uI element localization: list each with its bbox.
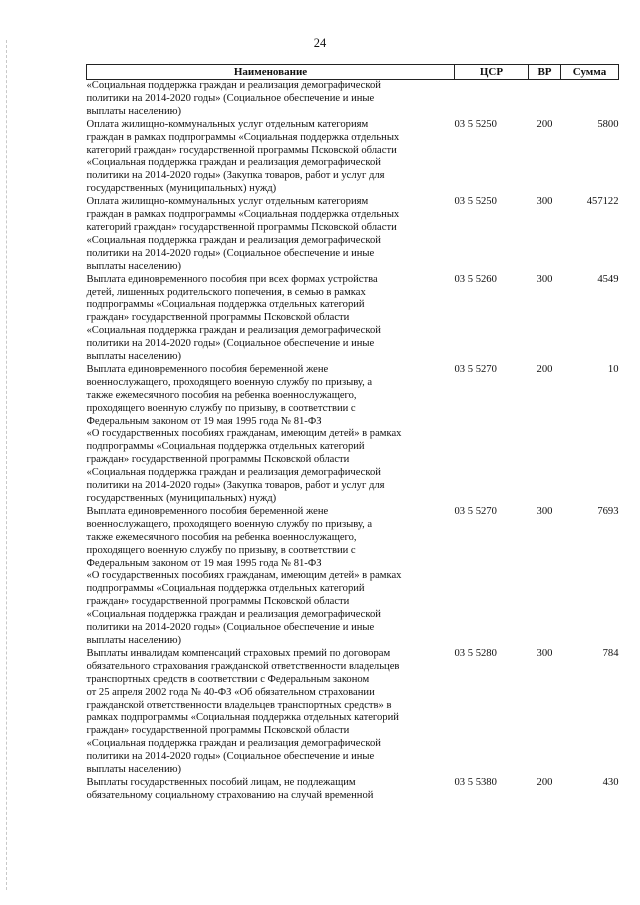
row-name-line: категорий граждан» государственной программы Псковской области [86, 221, 397, 233]
row-name-line: «Социальная поддержка граждан и реализация демографической [86, 80, 381, 91]
row-sum: 457122 [586, 196, 619, 208]
row-vr: 200 [536, 363, 553, 375]
row-name-line: Выплата единовременного пособия беременной жене [86, 505, 329, 517]
row-name-line: «Социальная поддержка граждан и реализация демографической [86, 738, 381, 750]
row-name-line: гражданской ответственности владельцев транспортных средств» в [86, 699, 392, 711]
row-name-line: Выплаты государственных пособий лицам, не подлежащим [86, 776, 356, 788]
row-csr: 03 5 5250 [454, 196, 497, 208]
row-name-cell [87, 119, 455, 196]
row-name-line: государственных (муниципальных) нужд) [86, 493, 277, 504]
row-name-line: Выплата единовременного пособия беременной жене [86, 363, 329, 375]
row-name-line: также ежемесячного пособия на ребенка военнослужащего, [86, 389, 357, 401]
row-name-cell [87, 364, 455, 506]
row-name-line: обязательного страхования гражданской ответственности владельцев [86, 660, 400, 672]
row-sum: 4549 [597, 273, 619, 285]
row-name-line: политики на 2014-2020 годы» (Социальное обеспечение и иные [86, 338, 375, 350]
row-name-line: детей, лишенных родительского попечения, в семью в рамках [86, 286, 366, 298]
row-sum: 784 [602, 647, 619, 659]
row-csr: 03 5 5380 [454, 776, 497, 788]
row-name-line: граждан в рамках подпрограммы «Социальная поддержка отдельных [86, 131, 400, 143]
row-vr: 300 [536, 273, 553, 285]
row-name-cell [87, 196, 455, 273]
row-name-line: выплаты населению) [86, 764, 182, 776]
header-name: Наименование [87, 65, 455, 80]
row-csr: 03 5 5280 [454, 647, 497, 659]
table-row [87, 777, 619, 803]
row-name-line: выплаты населению) [86, 260, 182, 272]
row-name-cell [87, 777, 455, 803]
row-name-line: военнослужащего, проходящего военную службу по призыву, а [86, 376, 373, 388]
row-name-line: «Социальная поддержка граждан и реализация демографической [86, 467, 381, 479]
row-name-line: Федеральным законом от 19 мая 1995 года № 81-ФЗ [86, 415, 322, 427]
row-name-line: Оплата жилищно-коммунальных услуг отдельным категориям [86, 196, 369, 208]
row-name-line: «О государственных пособиях гражданам, имеющим детей» в рамках [86, 428, 402, 440]
row-vr [529, 80, 561, 119]
row-name-line: «Социальная поддержка граждан и реализация демографической [86, 234, 381, 246]
row-sum: 430 [602, 776, 619, 788]
row-name-line: политики на 2014-2020 годы» (Социальное обеспечение и иные [86, 751, 375, 763]
row-name-line: «Социальная поддержка граждан и реализация демографической [86, 609, 381, 621]
row-name-line: от 25 апреля 2002 года № 40-ФЗ «Об обязательном страховании [86, 686, 375, 698]
row-name-line: также ежемесячного пособия на ребенка военнослужащего, [86, 531, 357, 543]
header-csr: ЦСР [455, 65, 529, 80]
row-name-line: граждан в рамках подпрограммы «Социальная поддержка отдельных [86, 209, 400, 221]
row-name-line: граждан» государственной программы Псковской области [86, 454, 350, 466]
table-body [87, 80, 619, 803]
row-sum: 5800 [597, 118, 619, 130]
row-vr: 300 [536, 505, 553, 517]
row-name-line: политики на 2014-2020 годы» (Социальное обеспечение и иные [86, 92, 375, 104]
row-name-line: рамках подпрограммы «Социальная поддержка отдельных категорий [86, 712, 399, 724]
table-row [87, 80, 619, 119]
row-name-cell [87, 506, 455, 648]
header-sum: Сумма [561, 65, 619, 80]
row-name-line: граждан» государственной программы Псковской области [86, 312, 350, 324]
table-row [87, 196, 619, 273]
row-name-line: обязательному социальному страхованию на случай временной [86, 789, 374, 801]
row-name-line: подпрограммы «Социальная поддержка отдельных категорий [86, 583, 365, 595]
row-csr [455, 80, 529, 119]
row-name-line: Оплата жилищно-коммунальных услуг отдельным категориям [86, 118, 369, 130]
row-sum: 7693 [597, 505, 619, 517]
row-name-line: Федеральным законом от 19 мая 1995 года № 81-ФЗ [86, 557, 322, 569]
row-name-line: Выплаты инвалидам компенсаций страховых премий по договорам [86, 647, 391, 659]
row-name-line: «Социальная поддержка граждан и реализация демографической [86, 325, 381, 337]
row-name-line: «Социальная поддержка граждан и реализация демографической [86, 157, 381, 169]
row-name-line: выплаты населению) [86, 634, 182, 646]
row-name-line: подпрограммы «Социальная поддержка отдельных категорий [86, 299, 365, 311]
row-name-line: выплаты населению) [86, 105, 182, 117]
row-csr: 03 5 5270 [454, 505, 497, 517]
table-row [87, 274, 619, 364]
row-name-line: политики на 2014-2020 годы» (Закупка товаров, работ и услуг для [86, 480, 385, 492]
row-name-line: проходящего военную службу по призыву, в соответствии с [86, 402, 356, 414]
row-csr: 03 5 5250 [454, 118, 497, 130]
row-name-line: выплаты населению) [86, 351, 182, 363]
row-name-line: военнослужащего, проходящего военную службу по призыву, а [86, 518, 373, 530]
table-row [87, 364, 619, 506]
row-vr: 200 [536, 776, 553, 788]
table-row [87, 648, 619, 777]
row-vr: 200 [536, 118, 553, 130]
row-name-cell [87, 648, 455, 777]
page-number: 24 [313, 36, 327, 50]
header-vr: ВР [529, 65, 561, 80]
row-name-line: граждан» государственной программы Псковской области [86, 725, 350, 737]
row-sum [561, 80, 619, 119]
row-name-line: подпрограммы «Социальная поддержка отдельных категорий [86, 441, 365, 453]
row-name-cell [87, 274, 455, 364]
row-name-line: политики на 2014-2020 годы» (Закупка товаров, работ и услуг для [86, 170, 385, 182]
row-name-line: проходящего военную службу по призыву, в соответствии с [86, 544, 356, 556]
row-name-line: транспортных средств в соответствии с Федеральным законом [86, 673, 370, 685]
table-header-row [87, 65, 619, 80]
row-name-line: государственных (муниципальных) нужд) [86, 183, 277, 195]
row-csr: 03 5 5260 [454, 273, 497, 285]
row-vr: 300 [536, 196, 553, 208]
row-name-line: граждан» государственной программы Псковской области [86, 596, 350, 608]
row-name-line: категорий граждан» государственной программы Псковской области [86, 144, 397, 156]
row-name-line: политики на 2014-2020 годы» (Социальное обеспечение и иные [86, 622, 375, 634]
budget-table [86, 64, 619, 803]
row-name-line: «О государственных пособиях гражданам, имеющим детей» в рамках [86, 570, 402, 582]
row-vr: 300 [536, 647, 553, 659]
row-name-line: политики на 2014-2020 годы» (Социальное обеспечение и иные [86, 247, 375, 259]
row-name-cell [87, 80, 455, 119]
scan-edge-line [6, 40, 8, 890]
row-sum: 10 [607, 363, 619, 375]
table-row [87, 506, 619, 648]
row-csr: 03 5 5270 [454, 363, 497, 375]
table-row [87, 119, 619, 196]
row-name-line: Выплата единовременного пособия при всех формах устройства [86, 273, 378, 285]
